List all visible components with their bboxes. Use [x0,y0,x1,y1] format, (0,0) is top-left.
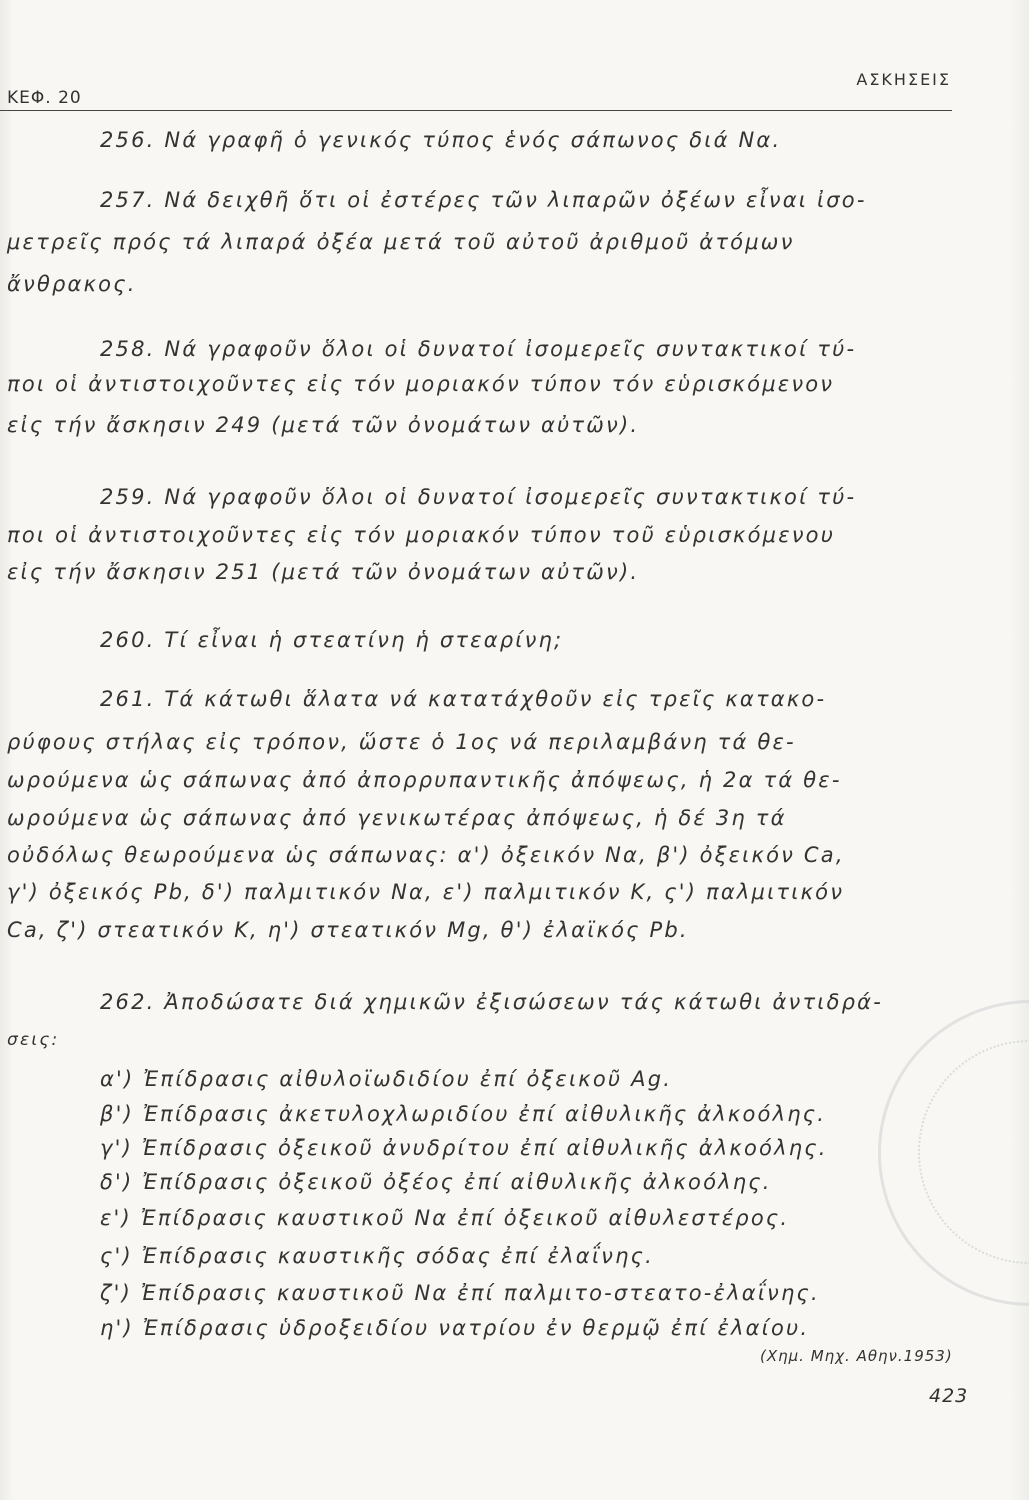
exercise-261-line: ωρούμενα ὡς σάπωνας ἀπό ἀπορρυπαντικῆς ἀπόψεως, ἡ 2α τά θε- [7,768,842,792]
exercise-259-line: ποι οἱ ἀντιστοιχοῦντες εἰς τόν μοριακόν τύπον τοῦ εὑρισκόμενου [7,523,836,547]
exercise-262-item: γ') Ἐπίδρασις ὀξεικοῦ ἀνυδρίτου ἐπί αἰθυλικῆς ἀλκοόλης. [100,1136,828,1160]
exercise-262-item: ζ') Ἐπίδρασις καυστικοῦ Να ἐπί παλμιτο-στεατο-ἐλαΐνης. [100,1281,820,1305]
exercise-257-line: ἄνθρακος. [7,272,137,296]
exercise-261-line: οὐδόλως θεωρούμενα ὡς σάπωνας: α') ὀξεικόν Να, β') ὀξεικόν Ca, [7,843,845,867]
exercise-261-line: Ca, ζ') στεατικόν Κ, η') στεατικόν Mg, θ') ἐλαϊκός Pb. [7,918,689,942]
exercise-262-line: 262. Ἀποδώσατε διά χημικῶν ἐξισώσεων τάς κάτωθι ἀντιδρά- [100,990,883,1014]
chapter-label: ΚΕΦ. 20 [7,88,82,108]
exercise-262-item: δ') Ἐπίδρασις ὀξεικοῦ ὀξέος ἐπί αἰθυλικῆς ἀλκοόλης. [100,1170,772,1194]
exercise-258-line: 258. Νά γραφοῦν ὅλοι οἱ δυνατοί ἰσομερεῖς συντακτικοί τύ- [100,337,857,361]
header-rule [0,110,952,111]
exercise-261-line: ωρούμενα ὡς σάπωνας ἀπό γενικωτέρας ἀπόψεως, ἡ δέ 3η τά [7,806,787,830]
exercise-261-line: ρύφους στήλας εἰς τρόπον, ὥστε ὁ 1ος νά περιλαμβάνη τά θε- [7,730,796,754]
exercise-259-line: εἰς τήν ἄσκησιν 251 (μετά τῶν ὀνομάτων αὐτῶν). [7,560,640,584]
exercise-256-line: 256. Νά γραφῆ ὁ γενικός τύπος ἑνός σάπωνος διά Να. [100,128,782,152]
exercise-262-line: σεις: [7,1030,60,1050]
exercise-261-line: 261. Τά κάτωθι ἅλατα νά κατατάχθοῦν εἰς τρεῖς κατακο- [100,687,827,711]
section-title: ΑΣΚΗΣΕΙΣ [856,70,951,89]
exercise-262-item: ε') Ἐπίδρασις καυστικοῦ Να ἐπί ὀξεικοῦ αἰθυλεστέρος. [100,1206,790,1230]
exercise-259-line: 259. Νά γραφοῦν ὅλοι οἱ δυνατοί ἰσομερεῖς συντακτικοί τύ- [100,485,857,509]
exercise-262-item: β') Ἐπίδρασις ἀκετυλοχλωριδίου ἐπί αἰθυλικῆς ἀλκοόλης. [100,1102,827,1126]
exercise-262-item: η') Ἐπίδρασις ὑδροξειδίου νατρίου ἐν θερμῷ ἐπί ἐλαίου. [100,1316,810,1340]
exercise-258-line: εἰς τήν ἄσκησιν 249 (μετά τῶν ὀνομάτων αὐτῶν). [7,413,640,437]
exercise-262-item: α') Ἐπίδρασις αἰθυλοϊωδιδίου ἐπί ὀξεικοῦ Ag. [100,1067,673,1091]
exercise-261-line: γ') ὀξεικός Pb, δ') παλμιτικόν Να, ε') παλμιτικόν Κ, ς') παλμιτικόν [7,880,845,904]
page-number: 423 [929,1385,969,1407]
exercise-262-item: ς') Ἐπίδρασις καυστικῆς σόδας ἐπί ἐλαΐνης. [100,1244,654,1268]
exercise-258-line: ποι οἱ ἀντιστοιχοῦντες εἰς τόν μοριακόν τύπον τόν εὑρισκόμενον [7,372,835,396]
exercise-257-line: 257. Νά δειχθῆ ὅτι οἱ ἐστέρες τῶν λιπαρῶν ὀξέων εἶναι ἰσο- [100,188,867,212]
source-reference: (Χημ. Μηχ. Αθην.1953) [760,1347,953,1365]
exercise-260-line: 260. Τί εἶναι ἡ στεατίνη ἡ στεαρίνη; [100,628,564,652]
exercise-257-line: μετρεῖς πρός τά λιπαρά ὀξέα μετά τοῦ αὐτοῦ ἀριθμοῦ ἀτόμων [7,230,795,254]
